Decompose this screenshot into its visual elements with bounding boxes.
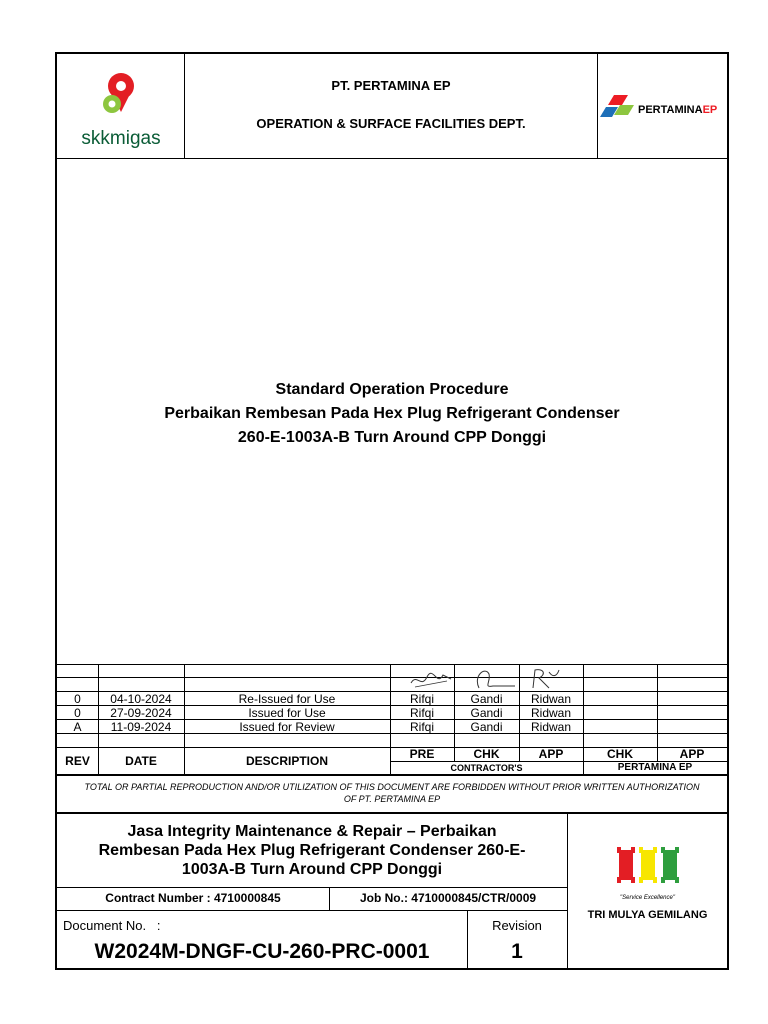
tmg-tagline: "Service Excellence" [620,895,675,901]
pertamina-wordmark: PERTAMINAEP [638,104,718,116]
job-number: Job No.: 4710000845/CTR/0009 [359,891,537,905]
revision-cell-desc: Issued for Use [248,706,326,720]
title-line-1: Standard Operation Procedure [275,381,509,398]
contract-row-bottom [57,910,567,911]
tmg-pillars-icon [568,844,727,888]
reproduction-notice: TOTAL OR PARTIAL REPRODUCTION AND/OR UTILIZATION OF THIS DOCUMENT ARE FORBIDDEN WITHOUT PRIOR WRITTEN AUTHORIZATION OF PT. PERTAMINA EP [84,782,700,804]
signature-pre [409,669,453,691]
notice-divider [57,812,727,814]
revision-cell-desc: Re-Issued for Use [238,692,336,706]
revision-cell-pre: Rifqi [409,692,434,706]
revision-cell-pre: Rifqi [409,706,434,720]
pertamina-mark-icon [600,94,636,122]
project-title-line-1: Jasa Integrity Maintenance & Repair – Perbaikan [127,823,497,840]
contractors-header: CONTRACTOR'S [450,763,523,773]
revision-cell-app: Ridwan [530,692,572,706]
pre-header: PRE [409,747,435,761]
app-header: APP [538,747,564,761]
revision-cell-rev: A [73,720,82,734]
skkmigas-logo [65,68,177,148]
department-name: OPERATION & SURFACE FACILITIES DEPT. [256,116,526,131]
document-number: W2024M-DNGF-CU-260-PRC-0001 [94,940,430,963]
project-title-line-3: 1003A-B Turn Around CPP Donggi [181,861,443,878]
tri-mulya-gemilang-logo [568,844,727,921]
revision-cell-date: 11-09-2024 [110,720,172,734]
revision-cell-pre: Rifqi [409,720,434,734]
rev-header: REV [65,754,90,768]
revision-cell-date: 04-10-2024 [110,692,172,706]
skkmigas-wordmark: skkmigas [81,128,161,149]
document-number-label: Document No. : [63,918,161,933]
header-divider-left [184,54,185,158]
signature-chk [469,666,517,692]
revision-cell-rev: 0 [74,706,81,720]
signature-app [527,666,561,692]
chk-header: CHK [473,747,500,761]
title-line-2: Perbaikan Rembesan Pada Hex Plug Refrigerant Condenser [164,405,620,422]
title-line-3: 260-E-1003A-B Turn Around CPP Donggi [237,429,547,446]
owner-chk-header: CHK [607,747,633,761]
tmg-name: TRI MULYA GEMILANG [587,909,708,921]
revision-cell-rev: 0 [74,692,81,706]
revision-number: 1 [511,940,523,963]
project-title [57,822,567,879]
revision-cell-desc: Issued for Review [239,720,335,734]
revision-cell-chk: Gandi [470,706,503,720]
company-name: PT. PERTAMINA EP [331,78,451,93]
revision-cell-date: 27-09-2024 [110,706,172,720]
revision-cell-app: Ridwan [530,720,572,734]
date-header: DATE [125,754,157,768]
revision-cell-app: Ridwan [530,706,572,720]
project-title-line-2: Rembesan Pada Hex Plug Refrigerant Condenser 260-E- [98,842,526,859]
document-frame [55,52,729,970]
header-divider [57,158,727,159]
revision-label: Revision [492,918,542,933]
revision-cell-chk: Gandi [470,720,503,734]
header-divider-right [597,54,598,158]
document-title [57,378,727,450]
owner-header: PERTAMINA EP [617,762,693,773]
revision-cell-chk: Gandi [470,692,503,706]
contract-row-top [57,887,567,888]
owner-app-header: APP [679,747,705,761]
pertamina-ep-logo [600,94,726,124]
description-header: DESCRIPTION [245,754,328,768]
contract-number: Contract Number : 4710000845 [105,891,281,905]
